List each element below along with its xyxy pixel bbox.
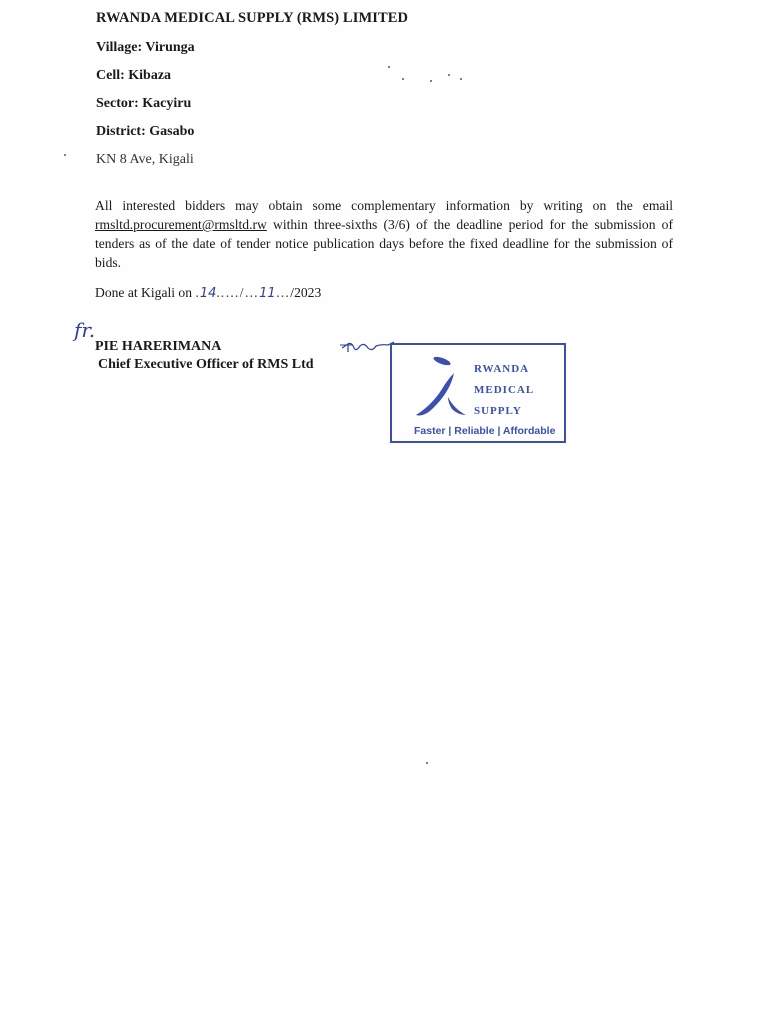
company-name: RWANDA MEDICAL SUPPLY (RMS) LIMITED	[96, 10, 409, 26]
scan-speck	[426, 762, 428, 764]
stamp-line-supply: SUPPLY	[474, 405, 522, 417]
scan-speck	[448, 74, 450, 76]
company-stamp	[390, 343, 566, 443]
date-dots: ..…/…	[216, 285, 260, 300]
scan-speck	[460, 78, 462, 80]
date-month: 11	[259, 286, 276, 301]
address-sector: Sector: Kacyiru	[96, 96, 192, 111]
scan-speck	[64, 154, 66, 156]
signatory-name: PIE HARERIMANA	[95, 339, 222, 354]
stamp-tagline: Faster | Reliable | Affordable	[414, 425, 556, 437]
address-cell: Cell: Kibaza	[96, 68, 172, 83]
address-village: Village: Virunga	[96, 40, 195, 55]
scan-speck	[430, 80, 432, 82]
done-at-line	[95, 285, 321, 301]
signatory-title: Chief Executive Officer of RMS Ltd	[98, 357, 314, 372]
date-dots: .	[195, 285, 200, 300]
date-year: /2023	[290, 285, 322, 300]
procurement-email-link[interactable]: rmsltd.procurement@rmsltd.rw	[95, 217, 267, 232]
rms-logo-icon	[410, 353, 472, 430]
handwritten-signature	[338, 336, 398, 361]
stamp-line-rwanda: RWANDA	[474, 363, 530, 375]
address-street: KN 8 Ave, Kigali	[96, 152, 194, 167]
stamp-line-medical: MEDICAL	[474, 384, 535, 396]
date-dots: …	[275, 285, 291, 300]
information-paragraph	[95, 196, 673, 272]
done-label: Done at Kigali on	[95, 285, 193, 300]
paragraph-rest: within three-sixths (3/6) of the deadline period for the submission of tenders as of the date of tender notice publication days before the fixed deadline for the submission of bids.	[95, 217, 673, 270]
paragraph-intro: All interested bidders may obtain some complementary information by writing on the email	[95, 198, 673, 213]
address-district: District: Gasabo	[96, 124, 195, 139]
scan-speck	[388, 66, 390, 68]
stamp-company-name	[474, 359, 534, 422]
scan-speck	[402, 78, 404, 80]
handwritten-fr-mark: fr.	[74, 318, 96, 342]
date-day: 14	[199, 286, 217, 301]
